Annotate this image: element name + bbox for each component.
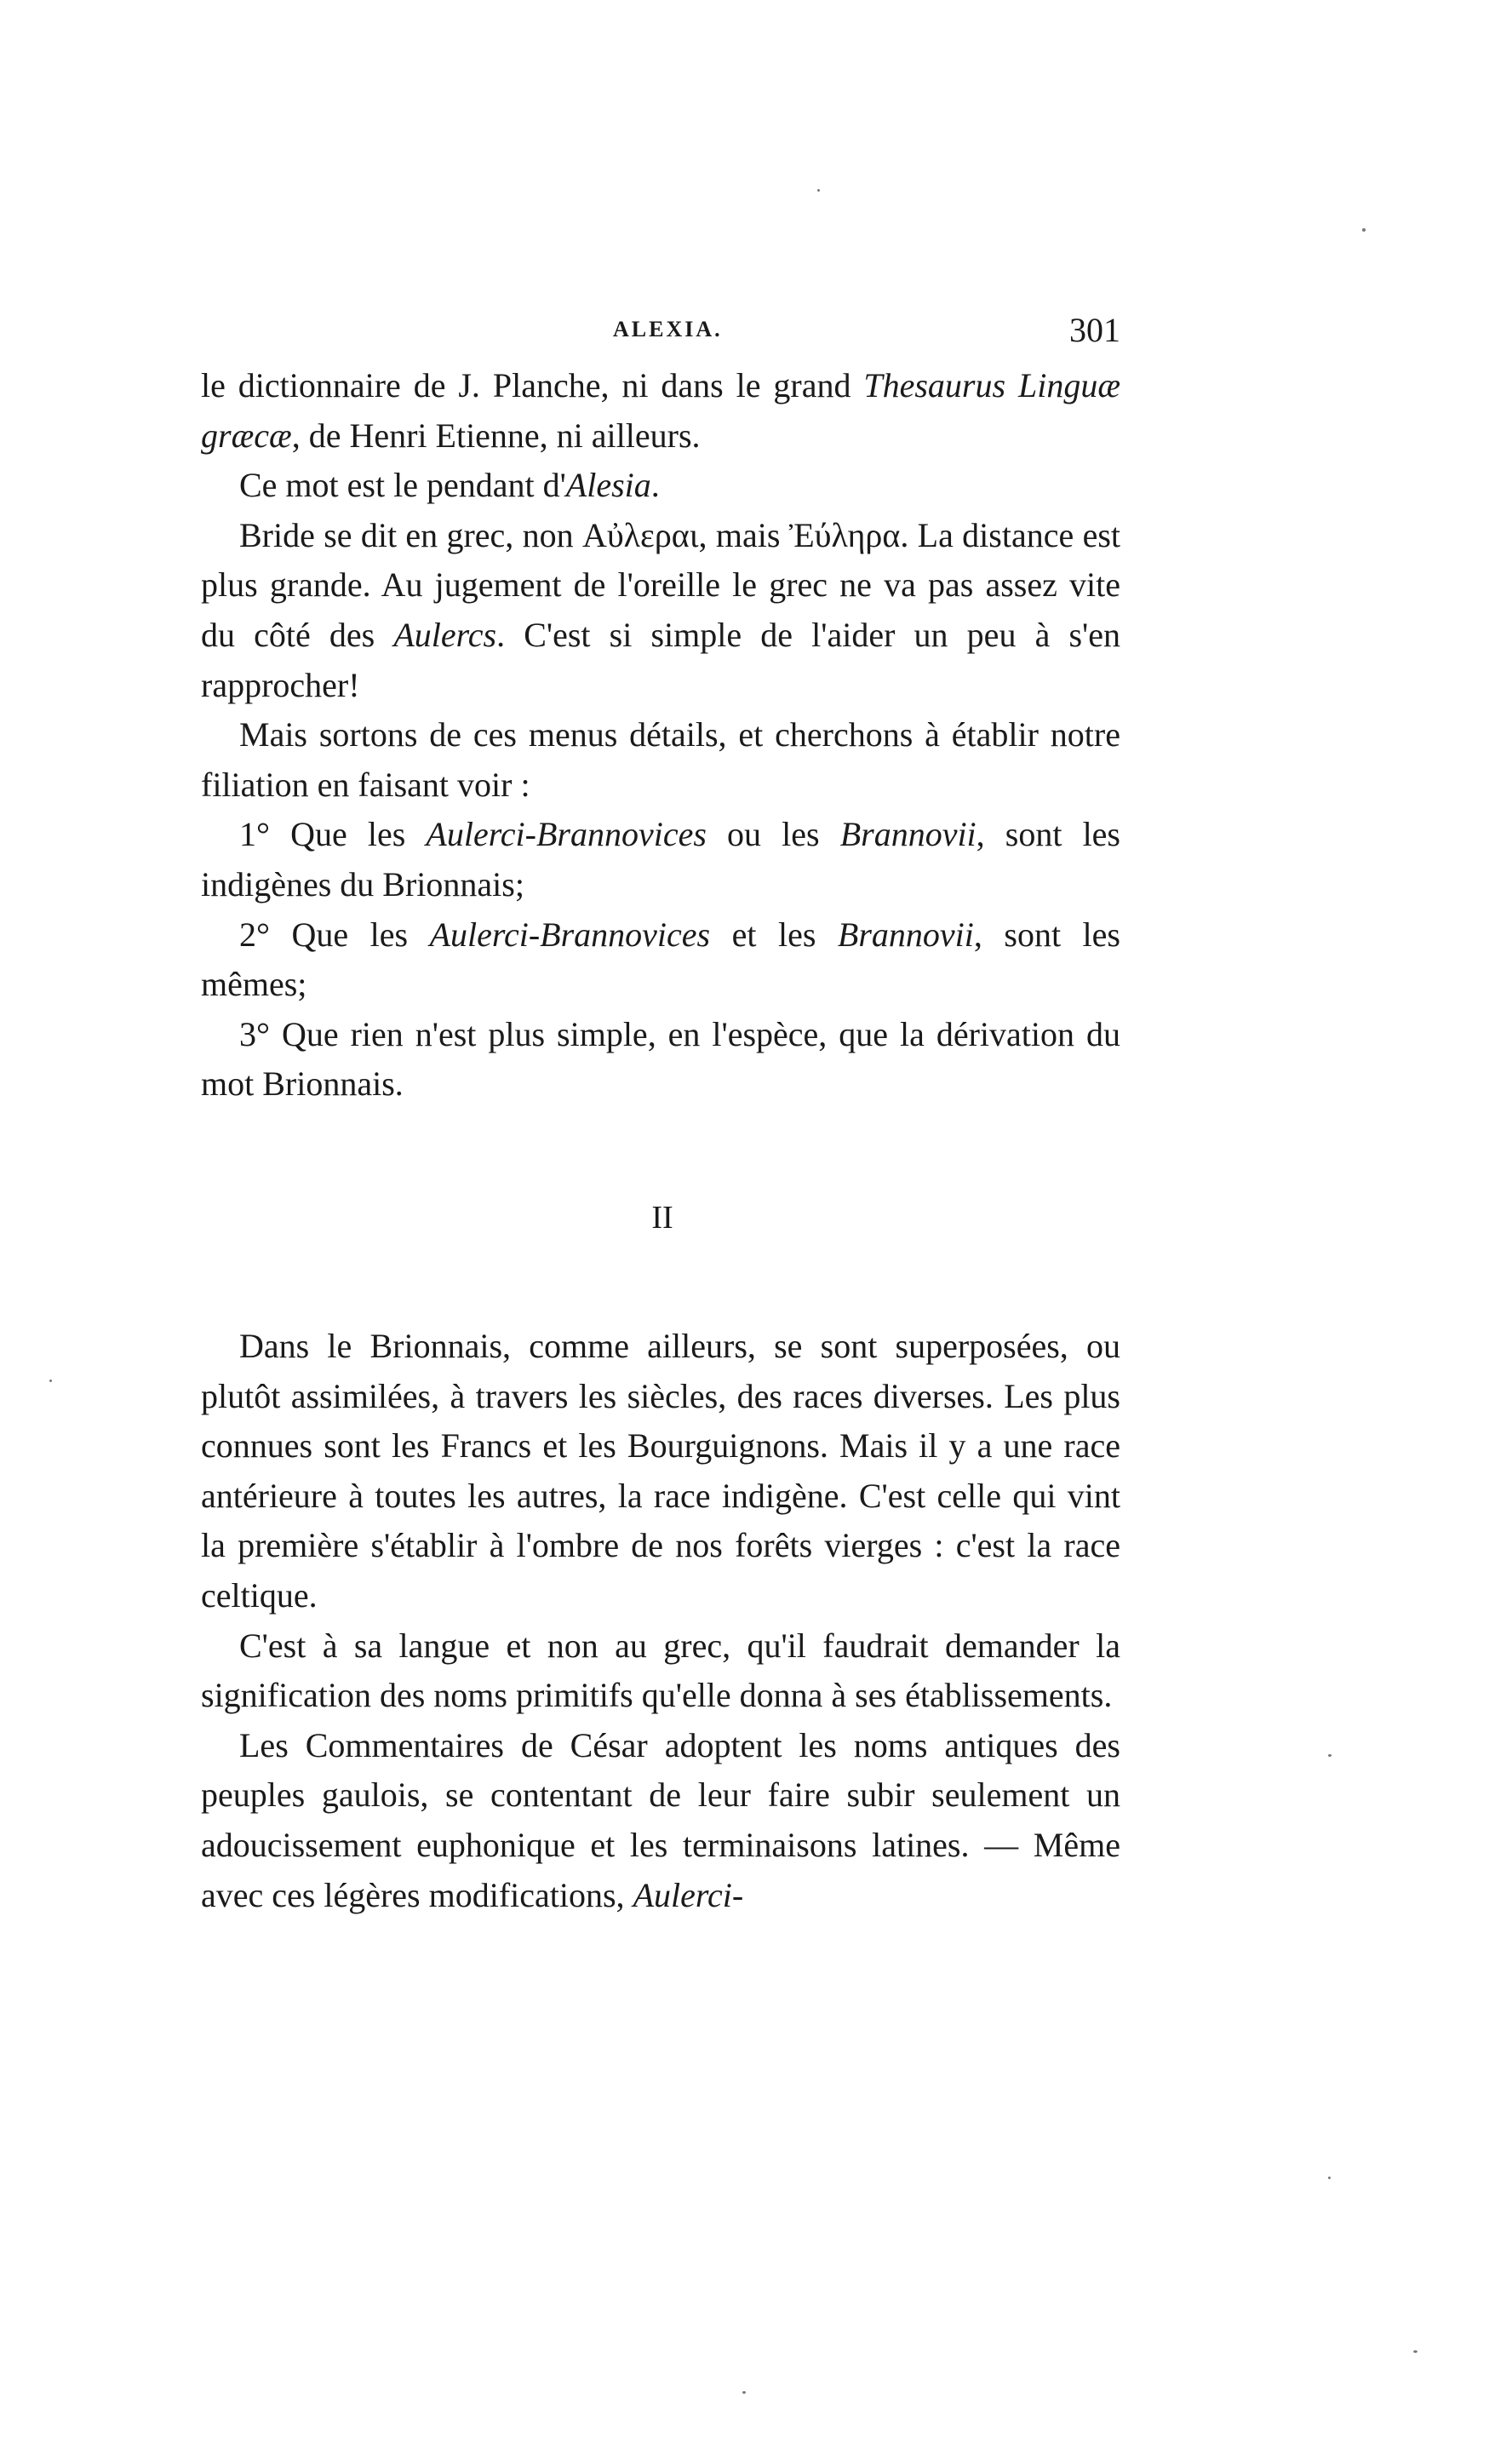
italic-text: Alesia — [565, 466, 651, 505]
paragraph: C'est à sa langue et non au grec, qu'il faudrait demander la signification des noms primitifs qu'elle donna à ses établissements. — [201, 1626, 1120, 1715]
scan-speck — [1362, 228, 1366, 232]
scan-speck — [817, 189, 820, 192]
text-run: . — [650, 466, 660, 505]
scan-speck — [1328, 2177, 1331, 2179]
text-run: Les Commentaires de César adoptent les noms antiques des peuples gaulois, se contentant de leur faire subir seulement un adoucissement euphonique et les terminaisons latines. — Même avec ces légères modifications, — [201, 1725, 1120, 1914]
text-run: Ce mot est le pendant d' — [239, 466, 566, 505]
section-2-text — [201, 1322, 1120, 1920]
paragraph — [201, 461, 1120, 511]
text-run: . C'est si simple de l'aider un peu à s'en rapprocher! — [201, 615, 1120, 704]
page-number: 301 — [1069, 311, 1120, 349]
scan-speck — [1328, 1754, 1332, 1757]
paragraph: Mais sortons de ces menus détails, et cherchons à établir notre filiation en faisant voir : — [201, 715, 1120, 804]
paragraph — [201, 1721, 1120, 1920]
italic-text: Aulercs — [393, 615, 497, 654]
list-item — [201, 910, 1120, 1010]
running-title: ALEXIA. — [613, 317, 723, 341]
text-run: le dictionnaire de J. Planche, ni dans le grand — [201, 366, 864, 404]
scan-speck — [1413, 2350, 1418, 2353]
text-run: 1° Que les — [239, 815, 427, 854]
text-run: et les — [710, 915, 838, 954]
italic-text: Brannovii — [837, 915, 974, 954]
paragraph — [201, 511, 1120, 710]
list-item: 3° Que rien n'est plus simple, en l'espèce, que la dérivation du mot Brionnais. — [201, 1014, 1120, 1104]
scan-speck — [742, 2391, 746, 2394]
text-run: Bride se dit en grec, non Αὐλεραι, mais Ἐύληρα. La distance est plus grande. Au jugement de l'oreille le grec ne va pas assez vite du côté des — [201, 515, 1120, 654]
text-run: 2° Que les — [239, 915, 430, 954]
italic-text: Aulerci-Brannovices — [426, 815, 707, 854]
italic-text: Aulerci-Brannovices — [429, 915, 711, 954]
page-header — [201, 313, 1120, 354]
text-run: , sont les mêmes; — [201, 915, 1120, 1004]
text-run: ou les — [706, 815, 840, 854]
text-run: , de Henri Etienne, ni ailleurs. — [291, 416, 701, 455]
italic-text: Aulerci- — [633, 1875, 744, 1914]
section-1-text — [201, 361, 1120, 1110]
paragraph: Dans le Brionnais, comme ailleurs, se sont superposées, ou plutôt assimilées, à travers les siècles, des races diverses. Les plus connues sont les Francs et les Bourguignons. Mais il y a une race antérieure à toutes les autres, la race indigène. C'est celle qui vint la première s'établir à l'ombre de nos forêts vierges : c'est la race celtique. — [201, 1327, 1120, 1615]
text-run: , sont les indigènes du Brionnais; — [201, 815, 1120, 903]
list-item — [201, 810, 1120, 909]
scan-speck — [49, 1380, 52, 1382]
paragraph — [201, 361, 1120, 461]
italic-text: Brannovii — [839, 815, 976, 854]
italic-text: Thesaurus Linguæ græcæ — [201, 366, 1121, 455]
section-heading: II — [651, 1200, 673, 1236]
